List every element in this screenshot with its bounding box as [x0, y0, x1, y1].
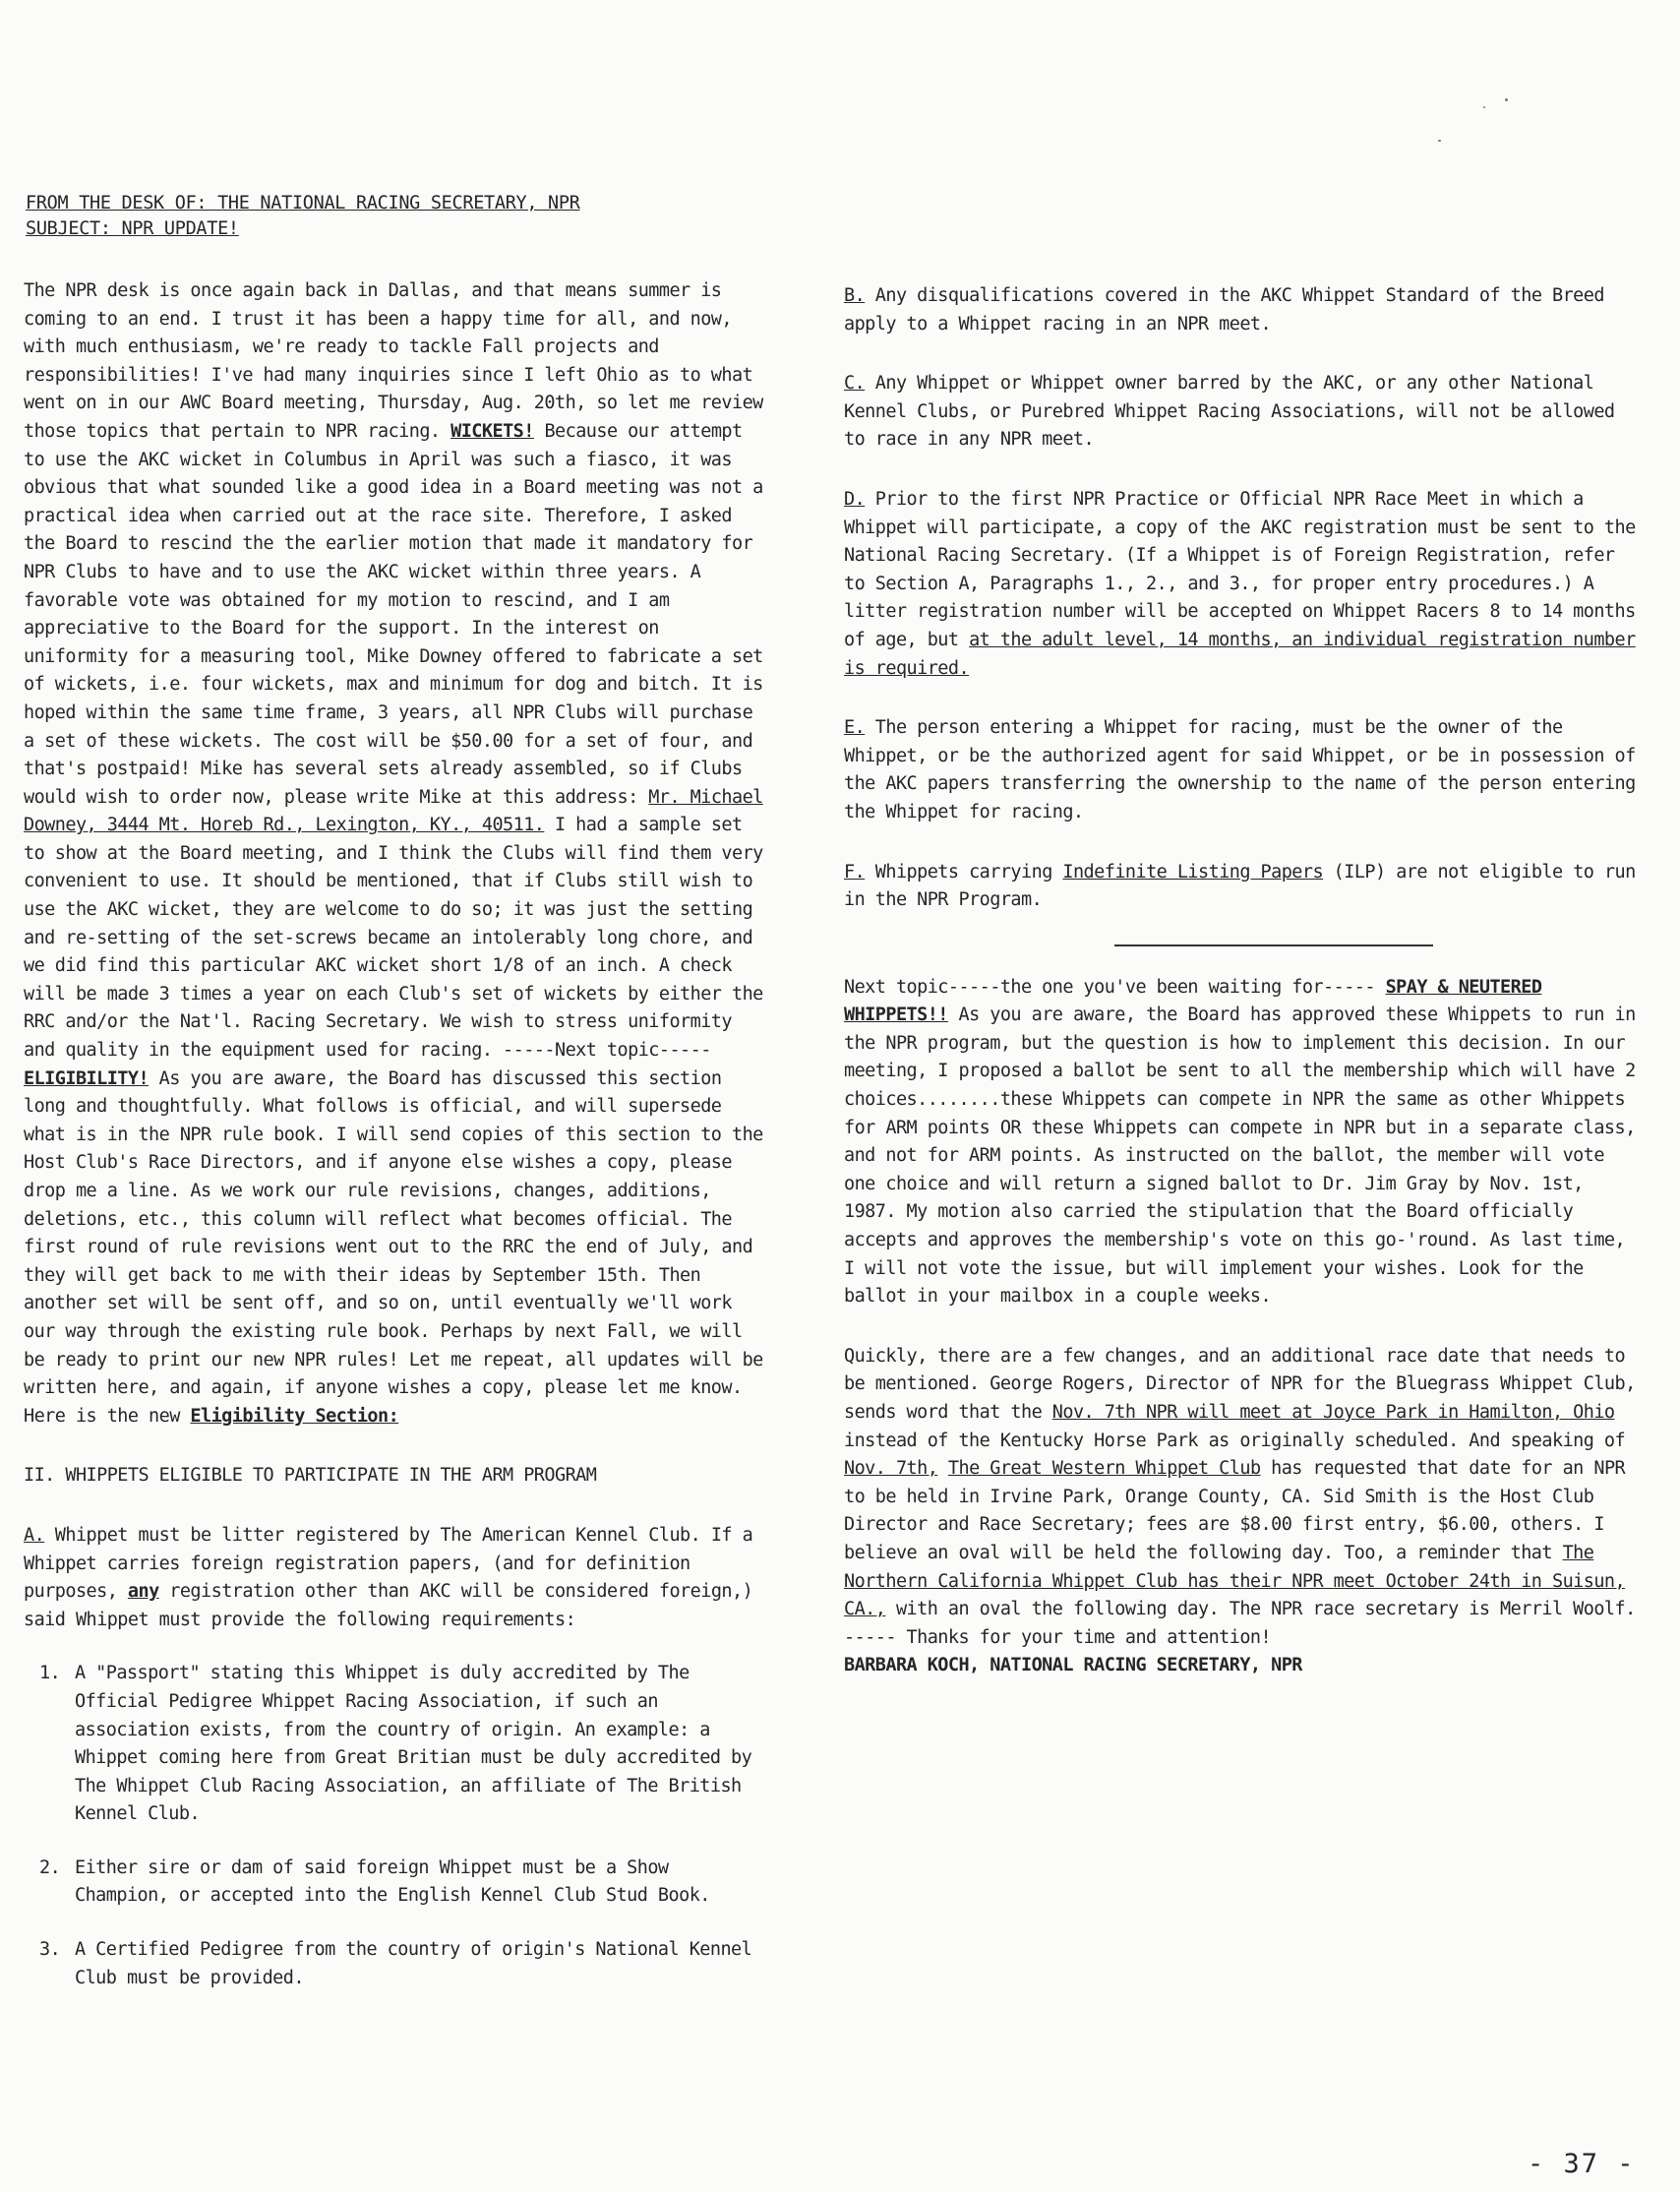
page-number: - 37 -: [1528, 2149, 1636, 2179]
rule-d: D. Prior to the first NPR Practice or Official NPR Race Meet in which a Whippet will participate, a copy of the AKC registration must be sent to the National Racing Secretary. (If a Whippet is of Foreign Registration, refer to Section A, Paragraphs 1., 2., and 3., for proper entry procedures.) A litter registration number will be accepted on Whippet Racers 8 to 14 months of age, but at the adult level, 14 months, an individual registration number is required.: [844, 488, 1636, 679]
intro-paragraph: The NPR desk is once again back in Dallas, and that means summer is coming to an end. I trust it has been a happy time for all, and now, with much enthusiasm, we're ready to tackle Fall projects and responsibilities! I've had many inquiries since I left Ohio as to what went on in our AWC Board meeting, Thursday, Aug. 20th, so let me review those topics that pertain to NPR racing. WICKETS! Because our attempt to use the AKC wicket in Columbus in April was such a fiasco, it was obvious that what sounded like a good idea in a Board meeting was not a practical idea when carried out at the race site. Therefore, I asked the Board to rescind the the earlier motion that made it mandatory for NPR Clubs to have and to use the AKC wicket within three years. A favorable vote was obtained for my motion to rescind, and I am appreciative to the Board for the support. In the interest on uniformity for a measuring tool, Mike Downey offered to fabricate a set of wickets, i.e. four wickets, max and minimum for dog and bitch. It is hoped within the same time frame, 3 years, all NPR Clubs will purchase a set of these wickets. The cost will be $50.00 for a set of four, and that's postpaid! Mike has several sets already assembled, so if Clubs would wish to order now, please write Mike at this address: Mr. Michael Downey, 3444 Mt. Horeb Rd., Lexington, KY., 40511. I had a sample set to show at the Board meeting, and I think the Clubs will find them very convenient to use. It should be mentioned, that if Clubs still wish to use the AKC wicket, they are welcome to do so; it was just the setting and re-setting of the set-screws became an intolerably long chore, and we did find this particular AKC wicket short 1/8 of an inch. A check will be made 3 times a year on each Club's set of wickets by either the RRC and/or the Nat'l. Racing Secretary. We wish to stress uniformity and quality in the equipment used for racing. -----Next topic----- ELIGIBILITY! As you are aware, the Board has discussed this section long and thoughtfully. What follows is official, and will supersede what is in the NPR rule book. I will send copies of this section to the Host Club's Race Directors, and if anyone else wishes a copy, please drop me a line. As we work our rule revisions, changes, additions, deletions, etc., this column will reflect what becomes official. The first round of rule revisions went out to the RRC the end of July, and they will get back to me with their ideas by September 15th. Then another set will be sent off, and so on, until eventually we'll work our way through the existing rule book. Perhaps by next Fall, we will be ready to print our new NPR rules! Let me repeat, all updates will be written here, and again, if anyone wishes a copy, please let me know. Here is the new Eligibility Section:: [24, 280, 763, 1427]
rule-e-label: E.: [844, 717, 866, 739]
spay-neutered-heading: SPAY & NEUTERED WHIPPETS!!: [844, 976, 1542, 1026]
eligibility-heading: ELIGIBILITY!: [24, 1067, 150, 1089]
eligibility-section-link: Eligibility Section:: [190, 1405, 399, 1427]
rule-e: E. The person entering a Whippet for racing, must be the owner of the Whippet, or be the authorized agent for said Whippet, or be in possession of the AKC papers transferring the ownership to the name of the person entering the Whippet for racing.: [844, 717, 1636, 822]
scan-speck: [1483, 106, 1485, 108]
wickets-heading: WICKETS!: [450, 420, 534, 442]
list-item: 2. Either sire or dam of said foreign Whippet must be a Show Champion, or accepted into the English Kennel Club Stud Book.: [39, 1857, 710, 1907]
right-column: [844, 282, 1639, 1680]
header-subject: SUBJECT: NPR UPDATE!: [26, 218, 239, 239]
section-title: II. WHIPPETS ELIGIBLE TO PARTICIPATE IN THE ARM PROGRAM: [24, 1465, 597, 1487]
mailing-address: Mr. Michael Downey, 3444 Mt. Horeb Rd., Lexington, KY., 40511.: [24, 786, 763, 836]
rule-f-label: F.: [844, 861, 866, 883]
rule-d-label: D.: [844, 488, 866, 510]
rule-b-label: B.: [844, 285, 866, 306]
header-from: FROM THE DESK OF: THE NATIONAL RACING SECRETARY, NPR: [26, 193, 580, 213]
signature: BARBARA KOCH, NATIONAL RACING SECRETARY, NPR: [844, 1655, 1302, 1676]
scan-speck: [1505, 98, 1508, 101]
list-item: 3. A Certified Pedigree from the country of origin's National Kennel Club must be provided.: [39, 1939, 752, 1988]
rule-a: A. Whippet must be litter registered by The American Kennel Club. If a Whippet carries foreign registration papers, (and for definition purposes, any registration other than AKC will be considered foreign,) said Whippet must provide the following requirements:: [24, 1524, 753, 1630]
requirements-list: [24, 1660, 763, 1992]
scan-speck: [1438, 140, 1441, 142]
memo-header: [26, 191, 714, 242]
rule-a-label: A.: [24, 1524, 45, 1546]
rule-c-label: C.: [844, 373, 866, 395]
spay-neutered-paragraph: Next topic-----the one you've been waiting for----- SPAY & NEUTERED WHIPPETS!! As you are aware, the Board has approved these Whippets to run in the NPR program, but the question is how to implement this decision. In our meeting, I proposed a ballot be sent to all the membership which will have 2 choices........these Whippets can compete in NPR the same as other Whippets for ARM points OR these Whippets can compete in NPR but in a separate class, and not for ARM points. As instructed on the ballot, the member will vote one choice and will return a signed ballot to Dr. Jim Gray by Nov. 1st, 1987. My motion also carried the stipulation that the Board officially accepts and approves the membership's vote on this go-'round. As last time, I will not vote the issue, but will implement your wishes. Look for the ballot in your mailbox in a couple weeks.: [844, 976, 1636, 1308]
rule-c: C. Any Whippet or Whippet owner barred by the AKC, or any other National Kennel Clubs, or Purebred Whippet Racing Associations, will not be allowed to race in any NPR meet.: [844, 373, 1615, 451]
rule-b: B. Any disqualifications covered in the AKC Whippet Standard of the Breed apply to a Whippet racing in an NPR meet.: [844, 285, 1604, 335]
left-column: [24, 277, 763, 1992]
section-divider: [1114, 944, 1433, 946]
rule-f: F. Whippets carrying Indefinite Listing Papers (ILP) are not eligible to run in the NPR Program.: [844, 861, 1636, 911]
changes-paragraph: Quickly, there are a few changes, and an additional race date that needs to be mentioned. George Rogers, Director of NPR for the Bluegrass Whippet Club, sends word that the Nov. 7th NPR will meet at Joyce Park in Hamilton, Ohio instead of the Kentucky Horse Park as originally scheduled. And speaking of Nov. 7th, The Great Western Whippet Club has requested that date for an NPR to be held in Irvine Park, Orange County, CA. Sid Smith is the Host Club Director and Race Secretary; fees are $8.00 first entry, $6.00, others. I believe an oval will be held the following day. Too, a reminder that The Northern California Whippet Club has their NPR meet October 24th in Suisun, CA., with an oval the following day. The NPR race secretary is Merril Woolf. ----- Thanks for your time and attention!: [844, 1345, 1636, 1648]
list-item: 1. A "Passport" stating this Whippet is duly accredited by The Official Pedigree Whippet Racing Association, if such an association exists, from the country of origin. An example: a Whippet coming here from Great Britian must be duly accredited by The Whippet Club Racing Association, an affiliate of The British Kennel Club.: [39, 1663, 752, 1825]
